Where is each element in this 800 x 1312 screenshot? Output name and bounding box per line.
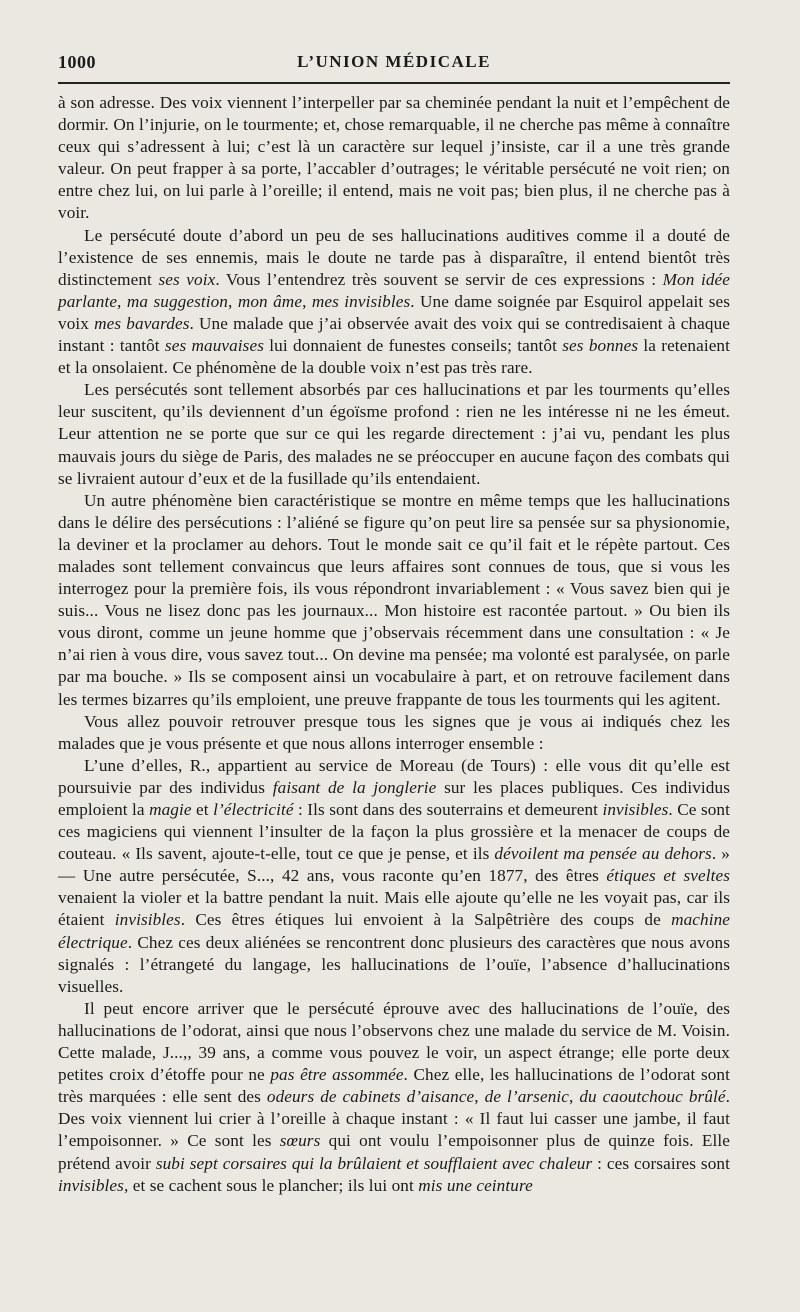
text-run: . Chez elle, les hallucinations de l’odorat sont très marquées : elle sent des: [58, 1065, 730, 1107]
text-run: : Ils sont dans des souterrains et demeurent: [293, 800, 603, 819]
italic-phrase: sœurs: [279, 1131, 321, 1151]
italic-phrase: subi sept corsaires qui la brûlaient et soufflaient avec chaleur: [155, 1153, 593, 1173]
italic-phrase: ses mauvaises: [164, 336, 264, 356]
text-run: . Vous l’entendrez très souvent se servir de ces expressions :: [215, 269, 663, 289]
paragraph: [58, 92, 730, 225]
text-run: qui ont voulu l’empoisonner plus de quinze fois. Elle prétend avoir: [58, 1131, 730, 1173]
header-rule: [58, 82, 730, 84]
italic-phrase: dévoilent ma pensée au dehors: [494, 844, 712, 864]
text-run: sur les places publiques. Ces individus emploient la: [58, 777, 730, 819]
text-run: : ces corsaires sont: [592, 1153, 730, 1173]
italic-phrase: mon âme: [237, 291, 303, 311]
text-run: ,: [474, 1087, 485, 1107]
page-number: 1000: [58, 52, 96, 72]
italic-phrase: Mon idée parlante: [58, 269, 730, 311]
text-run: et: [191, 800, 214, 819]
text-run: Les persécutés sont tellement absorbés par ces hallucinations et par les tourments qu’elles leur suscitent, qu’ils deviennent d’un égoïsme profond : rien ne les intéresse ni ne les émeut. Leur attention ne se porte que sur ce qui les regarde directement : j’ai vu, pendant les plus mauvais jours du siège de Paris, des malades ne se préoccuper en aucune façon des combats qui se livraient autour d’eux et de la fusillade qu’ils entendaient.: [58, 380, 730, 488]
italic-phrase: ses bonnes: [562, 336, 639, 356]
text-run: Le persécuté doute d’abord un peu de ses hallucinations auditives comme il a douté de l’existence de ses ennemis, mais le doute ne tarde pas à disparaître, il entend bientôt très distinctement: [58, 225, 730, 289]
text-run: ,: [228, 291, 238, 311]
page-header: [58, 50, 730, 76]
italic-phrase: machine électrique: [58, 910, 730, 952]
italic-phrase: ma suggestion: [126, 291, 228, 311]
text-run: . Une dame soignée par Esquirol appelait ses voix: [58, 291, 731, 333]
italic-phrase: mis une ceinture: [418, 1175, 533, 1195]
paragraph: [58, 225, 730, 380]
italic-phrase: mes invisibles: [311, 291, 411, 311]
text-run: . Des voix viennent lui crier à l’oreille à chaque instant : « Il faut lui casser une jambe, il faut l’empoisonner. » Ce sont les: [58, 1087, 731, 1151]
italic-phrase: l’électricité: [213, 800, 294, 819]
italic-phrase: mes bavardes: [94, 313, 190, 333]
paragraph: [58, 711, 730, 755]
paragraph: [58, 490, 730, 711]
text-run: . Ces êtres étiques lui envoient à la Salpêtrière des coups de: [180, 910, 672, 930]
text-run: . Une malade que j’ai observée avait des voix qui se contredisaient à chaque instant : tantôt: [58, 313, 730, 356]
text-run: L’une d’elles, R., appartient au service de Moreau (de Tours) : elle vous dit qu’elle est poursuivie par des individus: [58, 755, 730, 797]
text-run: lui donnaient de funestes conseils; tantôt: [264, 336, 563, 356]
text-run: ,: [569, 1087, 580, 1107]
italic-phrase: invisibles: [114, 910, 181, 930]
text-run: ,: [302, 291, 312, 311]
italic-phrase: de l’arsenic: [484, 1087, 569, 1107]
italic-phrase: pas être assommée: [270, 1065, 404, 1085]
italic-phrase: du caoutchouc brûlé: [579, 1087, 726, 1107]
text-run: . » — Une autre persécutée, S..., 42 ans, vous raconte qu’en 1877, des êtres: [58, 844, 730, 886]
italic-phrase: invisibles: [602, 800, 669, 819]
italic-phrase: invisibles: [58, 1175, 124, 1195]
text-run: . Ce sont ces magiciens qui viennent l’insulter de la façon la plus grossière et la menacer de coups de couteau. « Ils savent, ajoute-t-elle, tout ce que je pense, et ils: [58, 800, 730, 864]
text-run: la retenaient et la onsolaient. Ce phénomène de la double voix n’est pas très rare.: [58, 336, 730, 378]
paragraph: [58, 998, 730, 1197]
text-run: Il peut encore arriver que le persécuté éprouve avec des hallucinations de l’ouïe, des hallucinations de l’odorat, ainsi que nous l’observons chez une malade du service de M. Voisin. Cette malade, J...,, 39 ans, a comme vous pouvez le voir, un aspect étrange; elle porte deux petites croix d’étoffe pour ne: [58, 998, 730, 1085]
text-run: , et se cachent sous le plancher; ils lui ont: [123, 1175, 419, 1195]
italic-phrase: faisant de la jonglerie: [272, 777, 437, 797]
text-run: ,: [117, 291, 127, 311]
italic-phrase: odeurs de cabinets d’aisance: [266, 1087, 475, 1107]
body-text: [58, 92, 730, 1197]
text-run: Vous allez pouvoir retrouver presque tous les signes que je vous ai indiqués chez les malades que je vous présente et que nous allons interroger ensemble :: [58, 711, 730, 753]
italic-phrase: étiques et sveltes: [606, 866, 730, 886]
paragraph: [58, 755, 730, 998]
italic-phrase: magie: [149, 800, 192, 819]
text-run: . Chez ces deux aliénées se rencontrent donc plusieurs des caractères que nous avons signalés : l’étrangeté du langage, les hallucinations de l’ouïe, l’absence d’hallucinations visuelles.: [58, 932, 730, 996]
text-run: à son adresse. Des voix viennent l’interpeller par sa cheminée pendant la nuit et l’empêchent de dormir. On l’injurie, on le tourmente; et, chose remarquable, il ne cherche pas même à connaître ceux qui s’adressent à lui; c’est là un caractère sur lequel j’insiste, car il a une très grande valeur. On peut frapper à sa porte, l’accabler d’outrages; le véritable persécuté ne voit rien; on entre chez lui, on lui parle à l’oreille; il entend, mais ne voit pas; bien plus, il ne cherche pas à voir.: [58, 93, 730, 223]
running-title: L’UNION MÉDICALE: [297, 52, 491, 71]
text-run: Un autre phénomène bien caractéristique se montre en même temps que les hallucinations dans le délire des persécutions : l’aliéné se figure qu’on peut lire sa pensée sur sa physionomie, la deviner et la proclamer au dehors. Tout le monde sait ce qu’il fait et le répète partout. Ces malades sont tellement convaincus que leurs affaires sont connues de tous, que si vous les interrogez pour la première fois, ils vous répondront invariablement : « Vous savez bien qui je suis... Vous ne lisez donc pas les journaux... Mon histoire est racontée partout. » Ou bien ils vous diront, comme un jeune homme que j’observais récemment dans une consultation : « Je n’ai rien à vous dire, vous savez tout... On devine ma pensée; ma volonté est paralysée, on parle par ma bouche. » Ils se composent ainsi un vocabulaire à part, et on retrouve facilement dans les termes bizarres qu’ils emploient, une preuve frappante de tous les tourments qui les agitent.: [58, 490, 730, 709]
italic-phrase: ses voix: [158, 269, 216, 289]
text-run: venaient la violer et la battre pendant la nuit. Mais elle ajoute qu’elle ne les voyait pas, car ils étaient: [58, 888, 730, 930]
paragraph: [58, 379, 730, 489]
